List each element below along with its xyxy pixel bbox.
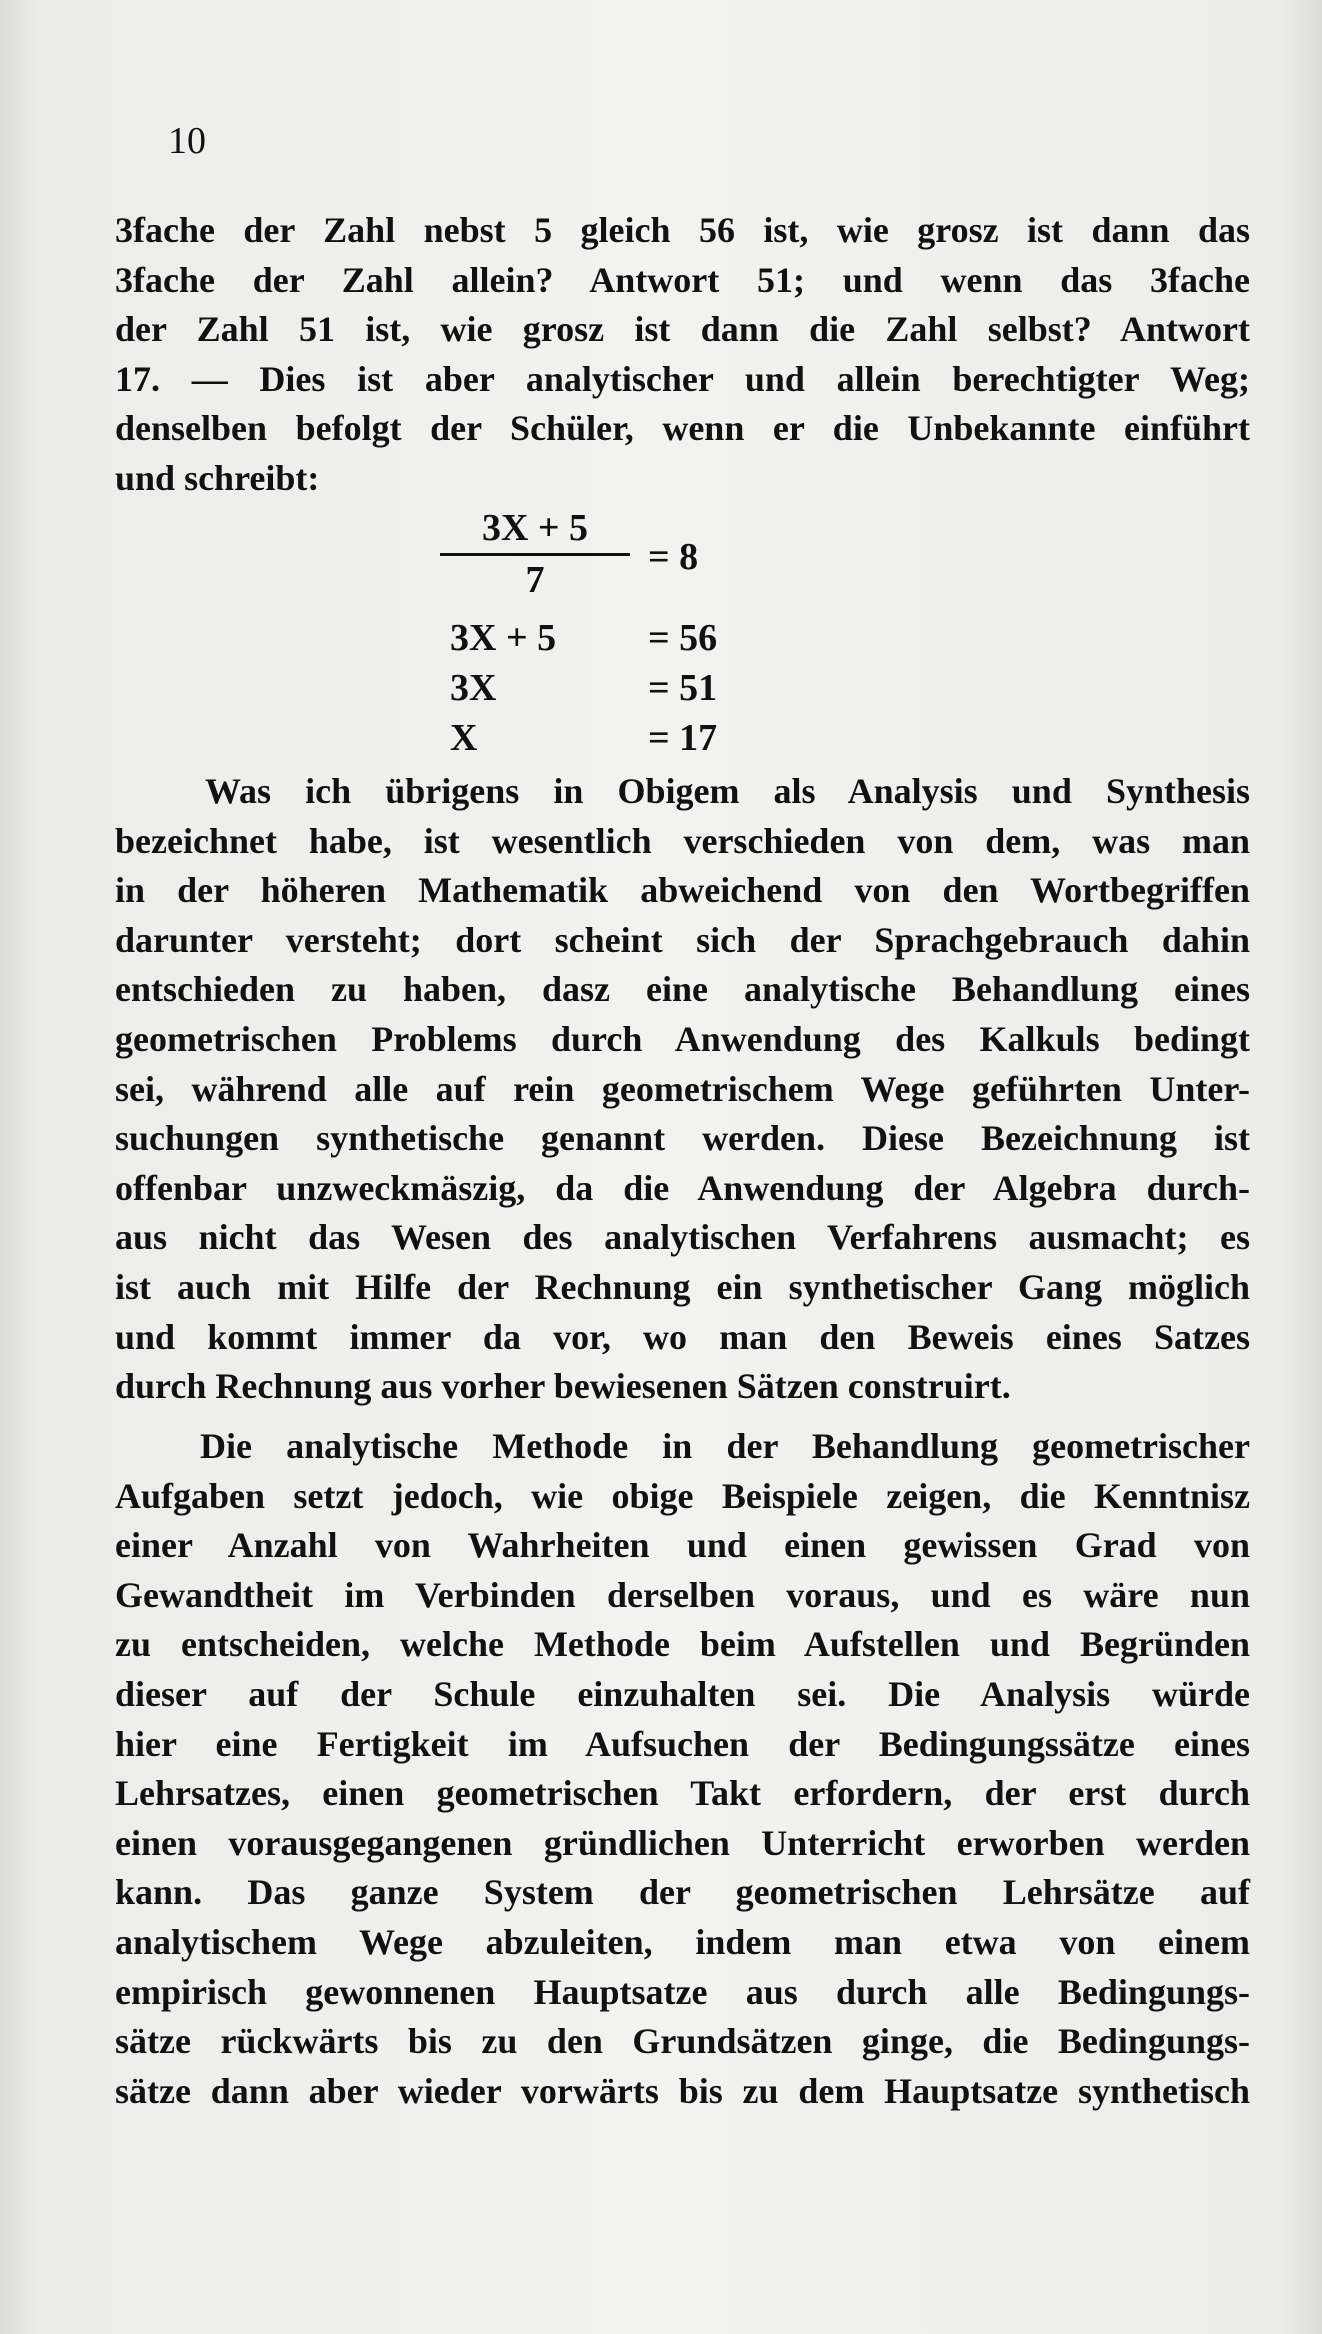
text-line: und schreibt: [115, 457, 320, 498]
text-line: zu entscheiden, welche Methode beim Aufstellen und Begründen [115, 1624, 1250, 1665]
text-line: sätze rückwärts bis zu den Grundsätzen ginge, die Bedingungs- [115, 2021, 1250, 2062]
equation-rhs: = 56 [648, 617, 718, 659]
equation-rhs: = 51 [648, 667, 718, 709]
text-line: Lehrsatzes, einen geometrischen Takt erfordern, der erst durch [115, 1773, 1250, 1814]
text-line: einer Anzahl von Wahrheiten und einen gewissen Grad von [115, 1525, 1250, 1566]
fraction-result: = 8 [648, 536, 699, 578]
text-line: geometrischen Problems durch Anwendung des Kalkuls bedingt [115, 1018, 1250, 1059]
text-line: entschieden zu haben, dasz eine analytische Behandlung eines [115, 969, 1250, 1010]
text-line: sei, während alle auf rein geometrischem Wege geführten Unter- [115, 1068, 1250, 1109]
equation-rhs: = 17 [648, 717, 718, 759]
text-line: einen vorausgegangenen gründlichen Unterricht erworben werden [115, 1822, 1250, 1863]
page-number: 10 [168, 120, 206, 162]
text-line: Was ich übrigens in Obigem als Analysis und Synthesis [205, 771, 1250, 811]
text-line: 3fache der Zahl nebst 5 gleich 56 ist, wie grosz ist dann das [115, 210, 1250, 250]
paragraph-2 [115, 767, 1250, 1412]
fraction-numerator: 3X + 5 [481, 507, 589, 549]
paragraph-1 [115, 206, 1250, 504]
equation-lhs: 3X [450, 667, 497, 709]
equation-lhs: 3X + 5 [450, 617, 557, 659]
text-line: 17. — Dies ist aber analytischer und allein berechtigter Weg; [115, 358, 1250, 399]
text-line: denselben befolgt der Schüler, wenn er die Unbekannte einführt [115, 408, 1250, 449]
equation-row [440, 615, 860, 661]
equation-block [440, 505, 860, 770]
text-line: ist auch mit Hilfe der Rechnung ein synthetischer Gang möglich [115, 1266, 1250, 1307]
text-line: Die analytische Methode in der Behandlung geometrischer [200, 1426, 1250, 1466]
text-line: Aufgaben setzt jedoch, wie obige Beispiele zeigen, die Kenntnisz [115, 1475, 1250, 1516]
text-line: analytischem Wege abzuleiten, indem man etwa von einem [115, 1921, 1250, 1962]
fraction [440, 505, 630, 600]
equation-lhs: X [450, 717, 478, 759]
text-line: offenbar unzweckmäszig, da die Anwendung der Algebra durch- [115, 1167, 1250, 1208]
text-line: Gewandtheit im Verbinden derselben voraus, und es wäre nun [115, 1574, 1250, 1615]
text-line: darunter versteht; dort scheint sich der Sprachgebrauch dahin [115, 919, 1250, 960]
text-line: suchungen synthetische genannt werden. Diese Bezeichnung ist [115, 1118, 1250, 1159]
text-line: sätze dann aber wieder vorwärts bis zu dem Hauptsatze synthetisch [115, 2070, 1250, 2111]
fraction-bar [440, 553, 630, 556]
paragraph-3 [115, 1422, 1250, 2116]
text-line: hier eine Fertigkeit im Aufsuchen der Bedingungssätze eines [115, 1723, 1250, 1764]
text-line: 3fache der Zahl allein? Antwort 51; und wenn das 3fache [115, 259, 1250, 300]
fraction-denominator: 7 [525, 559, 545, 601]
text-line: empirisch gewonnenen Hauptsatze aus durch alle Bedingungs- [115, 1971, 1250, 2012]
text-line: dieser auf der Schule einzuhalten sei. Die Analysis würde [115, 1673, 1250, 1714]
text-line: durch Rechnung aus vorher bewiesenen Sätzen construirt. [115, 1366, 1011, 1407]
text-line: bezeichnet habe, ist wesentlich verschieden von dem, was man [115, 820, 1250, 861]
text-line: in der höheren Mathematik abweichend von den Wortbegriffen [115, 870, 1250, 911]
equation-row [440, 715, 860, 761]
text-line: der Zahl 51 ist, wie grosz ist dann die Zahl selbst? Antwort [115, 309, 1250, 350]
text-line: und kommt immer da vor, wo man den Beweis eines Satzes [115, 1316, 1250, 1357]
equation-row [440, 665, 860, 711]
text-line: aus nicht das Wesen des analytischen Verfahrens ausmacht; es [115, 1217, 1250, 1258]
text-line: kann. Das ganze System der geometrischen Lehrsätze auf [115, 1872, 1250, 1913]
